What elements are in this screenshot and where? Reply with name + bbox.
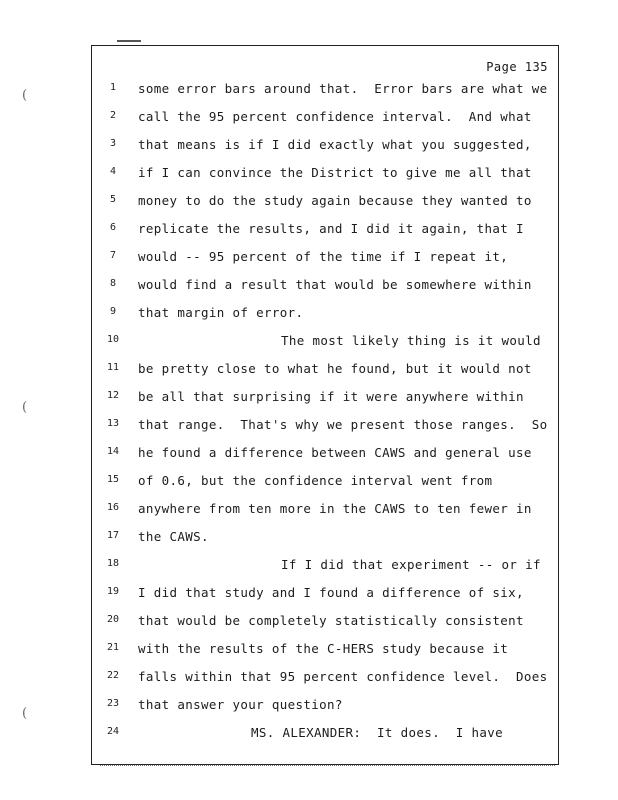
line-text: The most likely thing is it would xyxy=(281,333,541,348)
line-number: 8 xyxy=(109,278,117,289)
transcript-line xyxy=(91,356,559,384)
transcript-line xyxy=(91,524,559,552)
bottom-scan-edge xyxy=(100,765,555,769)
line-text: I did that study and I found a difference of six, xyxy=(138,585,524,600)
hole-punch-mark: ( xyxy=(22,706,28,721)
line-number: 13 xyxy=(106,418,120,429)
line-text: MS. ALEXANDER: It does. I have xyxy=(251,725,504,740)
hole-punch-mark: ( xyxy=(22,88,28,103)
line-text: that means is if I did exactly what you suggested, xyxy=(138,137,532,152)
line-number: 2 xyxy=(109,110,117,121)
transcript-line xyxy=(91,104,559,132)
page-number: Page 135 xyxy=(486,60,548,74)
line-text: that would be completely statistically consistent xyxy=(138,613,524,628)
transcript-line xyxy=(91,384,559,412)
line-text: of 0.6, but the confidence interval went from xyxy=(138,473,493,488)
line-number: 20 xyxy=(106,614,120,625)
line-text: would find a result that would be somewhere within xyxy=(138,277,532,292)
line-text: that answer your question? xyxy=(138,697,343,712)
transcript-line xyxy=(91,720,559,748)
transcript-line xyxy=(91,272,559,300)
transcript-line xyxy=(91,244,559,272)
line-number: 3 xyxy=(109,138,117,149)
line-number: 23 xyxy=(106,698,120,709)
line-text: If I did that experiment -- or if xyxy=(281,557,541,572)
transcript-lines xyxy=(91,76,559,748)
line-number: 15 xyxy=(106,474,120,485)
transcript-line xyxy=(91,468,559,496)
line-number: 24 xyxy=(106,726,120,737)
line-text: that range. That's why we present those ranges. So xyxy=(138,417,548,432)
line-number: 22 xyxy=(106,670,120,681)
transcript-line xyxy=(91,692,559,720)
line-text: would -- 95 percent of the time if I repeat it, xyxy=(138,249,509,264)
transcript-line xyxy=(91,440,559,468)
line-text: if I can convince the District to give me all that xyxy=(138,165,532,180)
line-number: 5 xyxy=(109,194,117,205)
line-number: 12 xyxy=(106,390,120,401)
line-text: be pretty close to what he found, but it would not xyxy=(138,361,532,376)
line-number: 21 xyxy=(106,642,120,653)
transcript-line xyxy=(91,636,559,664)
transcript-line xyxy=(91,188,559,216)
line-text: be all that surprising if it were anywhere within xyxy=(138,389,524,404)
line-number: 18 xyxy=(106,558,120,569)
line-text: the CAWS. xyxy=(138,529,209,544)
transcript-line xyxy=(91,132,559,160)
transcript-line xyxy=(91,580,559,608)
line-text: falls within that 95 percent confidence level. Does xyxy=(138,669,548,684)
line-number: 11 xyxy=(106,362,120,373)
line-text: that margin of error. xyxy=(138,305,304,320)
line-text: some error bars around that. Error bars are what we xyxy=(138,81,548,96)
transcript-line xyxy=(91,608,559,636)
transcript-line xyxy=(91,664,559,692)
transcript-line xyxy=(91,216,559,244)
line-number: 16 xyxy=(106,502,120,513)
line-text: call the 95 percent confidence interval. And what xyxy=(138,109,532,124)
line-text: money to do the study again because they wanted to xyxy=(138,193,532,208)
line-number: 1 xyxy=(109,82,117,93)
line-number: 10 xyxy=(106,334,120,345)
line-text: with the results of the C-HERS study because it xyxy=(138,641,509,656)
hole-punch-mark: ( xyxy=(22,400,28,415)
line-number: 19 xyxy=(106,586,120,597)
line-number: 9 xyxy=(109,306,117,317)
transcript-line xyxy=(91,300,559,328)
transcript-line xyxy=(91,76,559,104)
transcript-line xyxy=(91,412,559,440)
line-number: 6 xyxy=(109,222,117,233)
line-text: replicate the results, and I did it again, that I xyxy=(138,221,524,236)
top-edge-mark xyxy=(117,40,141,42)
transcript-line xyxy=(91,552,559,580)
line-text: he found a difference between CAWS and general use xyxy=(138,445,532,460)
line-number: 7 xyxy=(109,250,117,261)
line-text: anywhere from ten more in the CAWS to ten fewer in xyxy=(138,501,532,516)
transcript-line xyxy=(91,328,559,356)
transcript-line xyxy=(91,496,559,524)
line-number: 4 xyxy=(109,166,117,177)
transcript-line xyxy=(91,160,559,188)
line-number: 14 xyxy=(106,446,120,457)
line-number: 17 xyxy=(106,530,120,541)
